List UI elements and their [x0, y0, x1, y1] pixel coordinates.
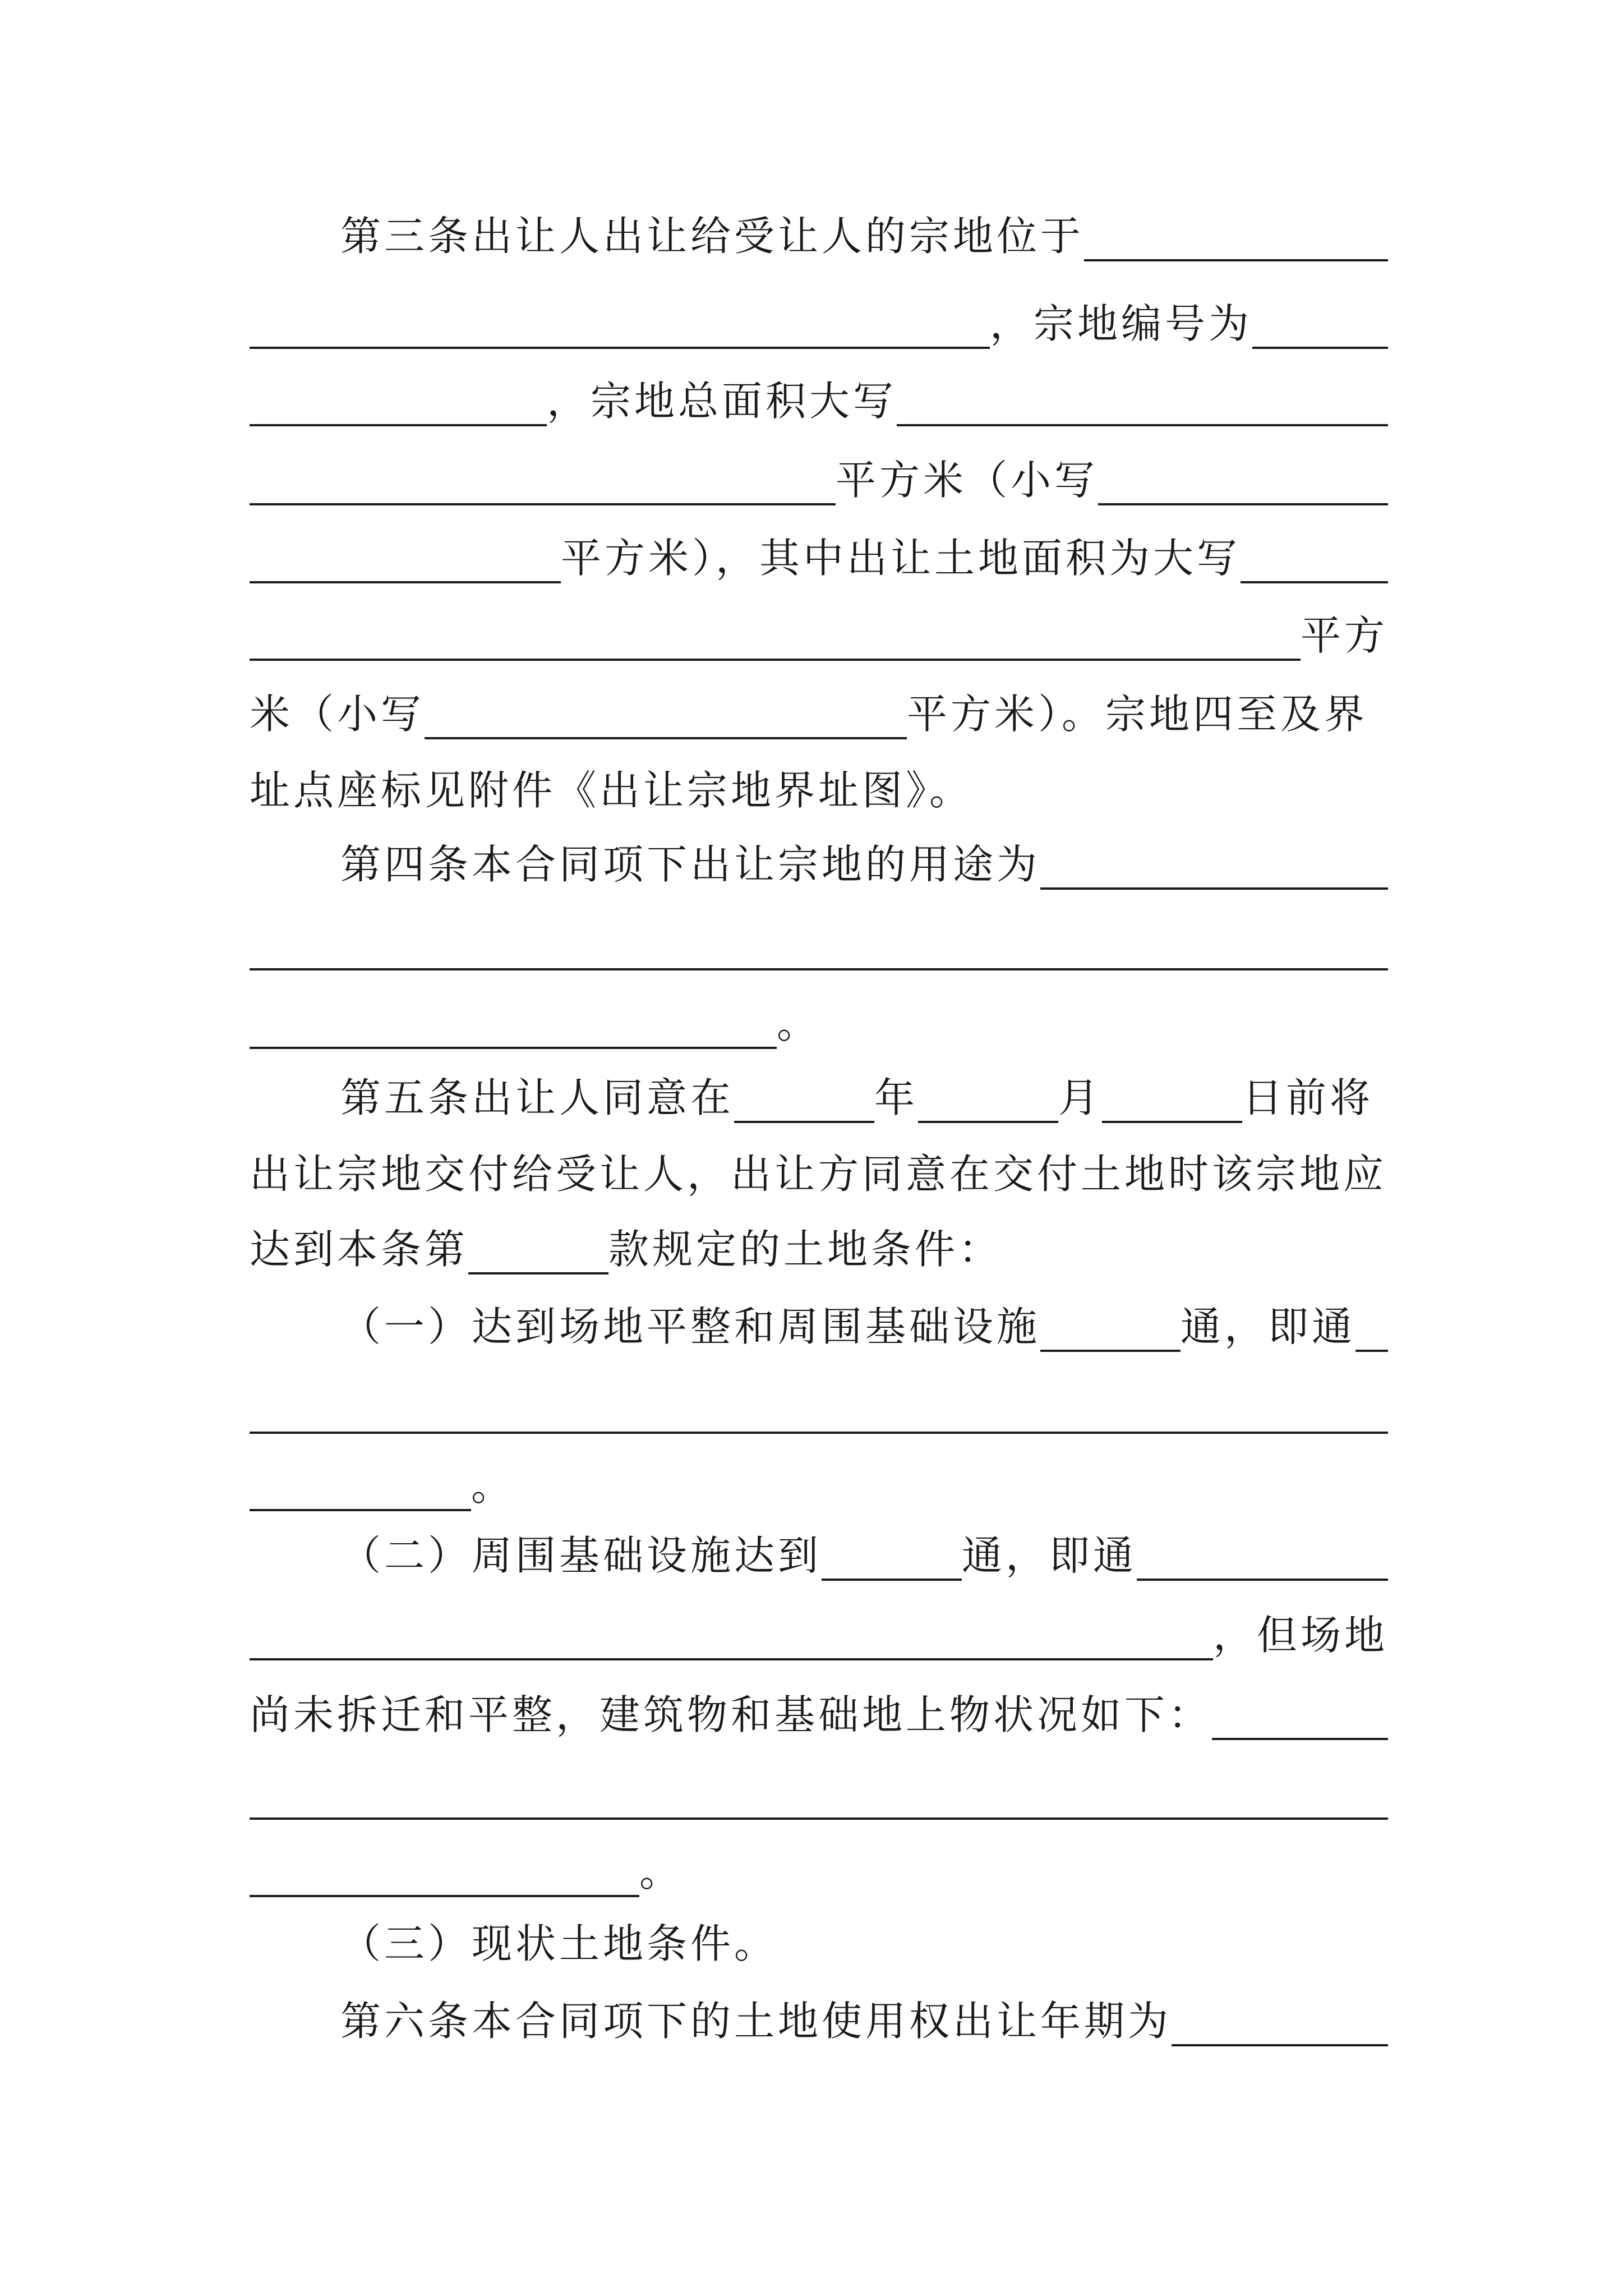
item2-utilities-blank-cont[interactable] — [250, 1658, 1213, 1660]
article5-item2-line2 — [250, 1590, 1388, 1681]
item1-count-blank[interactable] — [1040, 1350, 1181, 1352]
boundary-annex-text: 址点座标见附件《出让宗地界址图》。 — [250, 767, 974, 814]
item2-structures-label: 尚未拆迁和平整，建筑物和基础地上物状况如下： — [250, 1691, 1212, 1738]
item2-site-label: ，但场地 — [1212, 1612, 1388, 1659]
article3-line6 — [250, 590, 1388, 681]
term-years-blank[interactable] — [1172, 2044, 1388, 2046]
day-blank[interactable] — [1102, 1121, 1242, 1123]
item1-text: （一）达到场地平整和周围基础设施 — [340, 1303, 1041, 1350]
article6-text: 第六条本合同项下的土地使用权出让年期为 — [340, 1998, 1172, 2045]
month-blank[interactable] — [918, 1121, 1058, 1123]
total-area-upper-blank[interactable] — [897, 424, 1388, 426]
article5-item2-line1 — [250, 1510, 1388, 1601]
structures-blank-end[interactable] — [250, 1895, 639, 1897]
article6-line1 — [250, 1976, 1388, 2067]
item2-utilities-blank[interactable] — [1137, 1579, 1388, 1581]
boundary-label: 平方米）。宗地四至及界 — [907, 691, 1368, 738]
item3-text: （三）现状土地条件。 — [340, 1920, 778, 1967]
total-area-upper-blank-cont[interactable] — [250, 503, 836, 505]
land-use-blank[interactable] — [1040, 887, 1388, 890]
item2-count-blank[interactable] — [822, 1579, 962, 1581]
article4-line2 — [250, 900, 1388, 991]
article5-item1-line1 — [250, 1281, 1388, 1372]
article4-text: 第四条本合同项下出让宗地的用途为 — [340, 841, 1041, 888]
article3-line3 — [250, 356, 1388, 447]
granted-area-label: 平方米），其中出让土地面积为大写 — [561, 535, 1241, 582]
total-area-label: ，宗地总面积大写 — [547, 378, 897, 425]
item1-connect-label: 通，即通 — [1181, 1303, 1356, 1350]
land-use-blank-cont[interactable] — [250, 968, 1388, 970]
month-label: 月 — [1058, 1074, 1103, 1121]
structures-blank[interactable] — [1212, 1738, 1388, 1740]
article3-line1 — [250, 191, 1388, 282]
day-label: 日前将 — [1242, 1074, 1374, 1121]
item2-text: （二）周围基础设施达到 — [340, 1532, 822, 1579]
granted-area-upper-blank-cont[interactable] — [250, 659, 1301, 661]
location-blank-cont[interactable] — [250, 347, 990, 349]
granted-area-lower-blank[interactable] — [425, 737, 907, 739]
article4-period: 。 — [777, 1000, 821, 1047]
item2-connect-label: 通，即通 — [962, 1532, 1137, 1579]
clause-number-blank[interactable] — [468, 1272, 608, 1274]
article3-line4 — [250, 435, 1388, 526]
total-area-lower-blank[interactable] — [1098, 503, 1388, 505]
article5-item2-line3 — [250, 1669, 1388, 1760]
year-label: 年 — [874, 1074, 919, 1121]
granted-area-upper-blank[interactable] — [1241, 581, 1388, 583]
location-blank[interactable] — [1084, 259, 1388, 261]
parcel-number-blank[interactable] — [1252, 347, 1388, 349]
year-blank[interactable] — [734, 1121, 874, 1123]
item1-utilities-blank[interactable] — [1355, 1350, 1388, 1352]
land-use-blank-end[interactable] — [250, 1047, 777, 1049]
article5-delivery-text: 出让宗地交付给受让人，出让方同意在交付土地时该宗地应 — [250, 1151, 1387, 1198]
item1-utilities-blank-cont[interactable] — [250, 1432, 1388, 1434]
clause-ref-suffix: 款规定的土地条件： — [608, 1226, 1003, 1273]
parcel-number-blank-cont[interactable] — [250, 424, 547, 426]
square-unit-part: 平方 — [1300, 612, 1388, 659]
item1-period: 。 — [471, 1462, 515, 1510]
article3-text: 第三条出让人出让给受让人的宗地位于 — [340, 213, 1085, 260]
item2-period: 。 — [639, 1848, 684, 1895]
total-area-lower-label: 平方米（小写 — [836, 457, 1099, 504]
parcel-number-label: ，宗地编号为 — [990, 300, 1253, 347]
article4-line1 — [250, 819, 1388, 910]
clause-ref-label: 达到本条第 — [250, 1226, 469, 1273]
granted-area-lower-label: 米（小写 — [250, 691, 425, 738]
total-area-lower-blank-cont[interactable] — [250, 581, 561, 583]
structures-blank-cont[interactable] — [250, 1818, 1388, 1820]
article5-text: 第五条出让人同意在 — [340, 1074, 735, 1121]
